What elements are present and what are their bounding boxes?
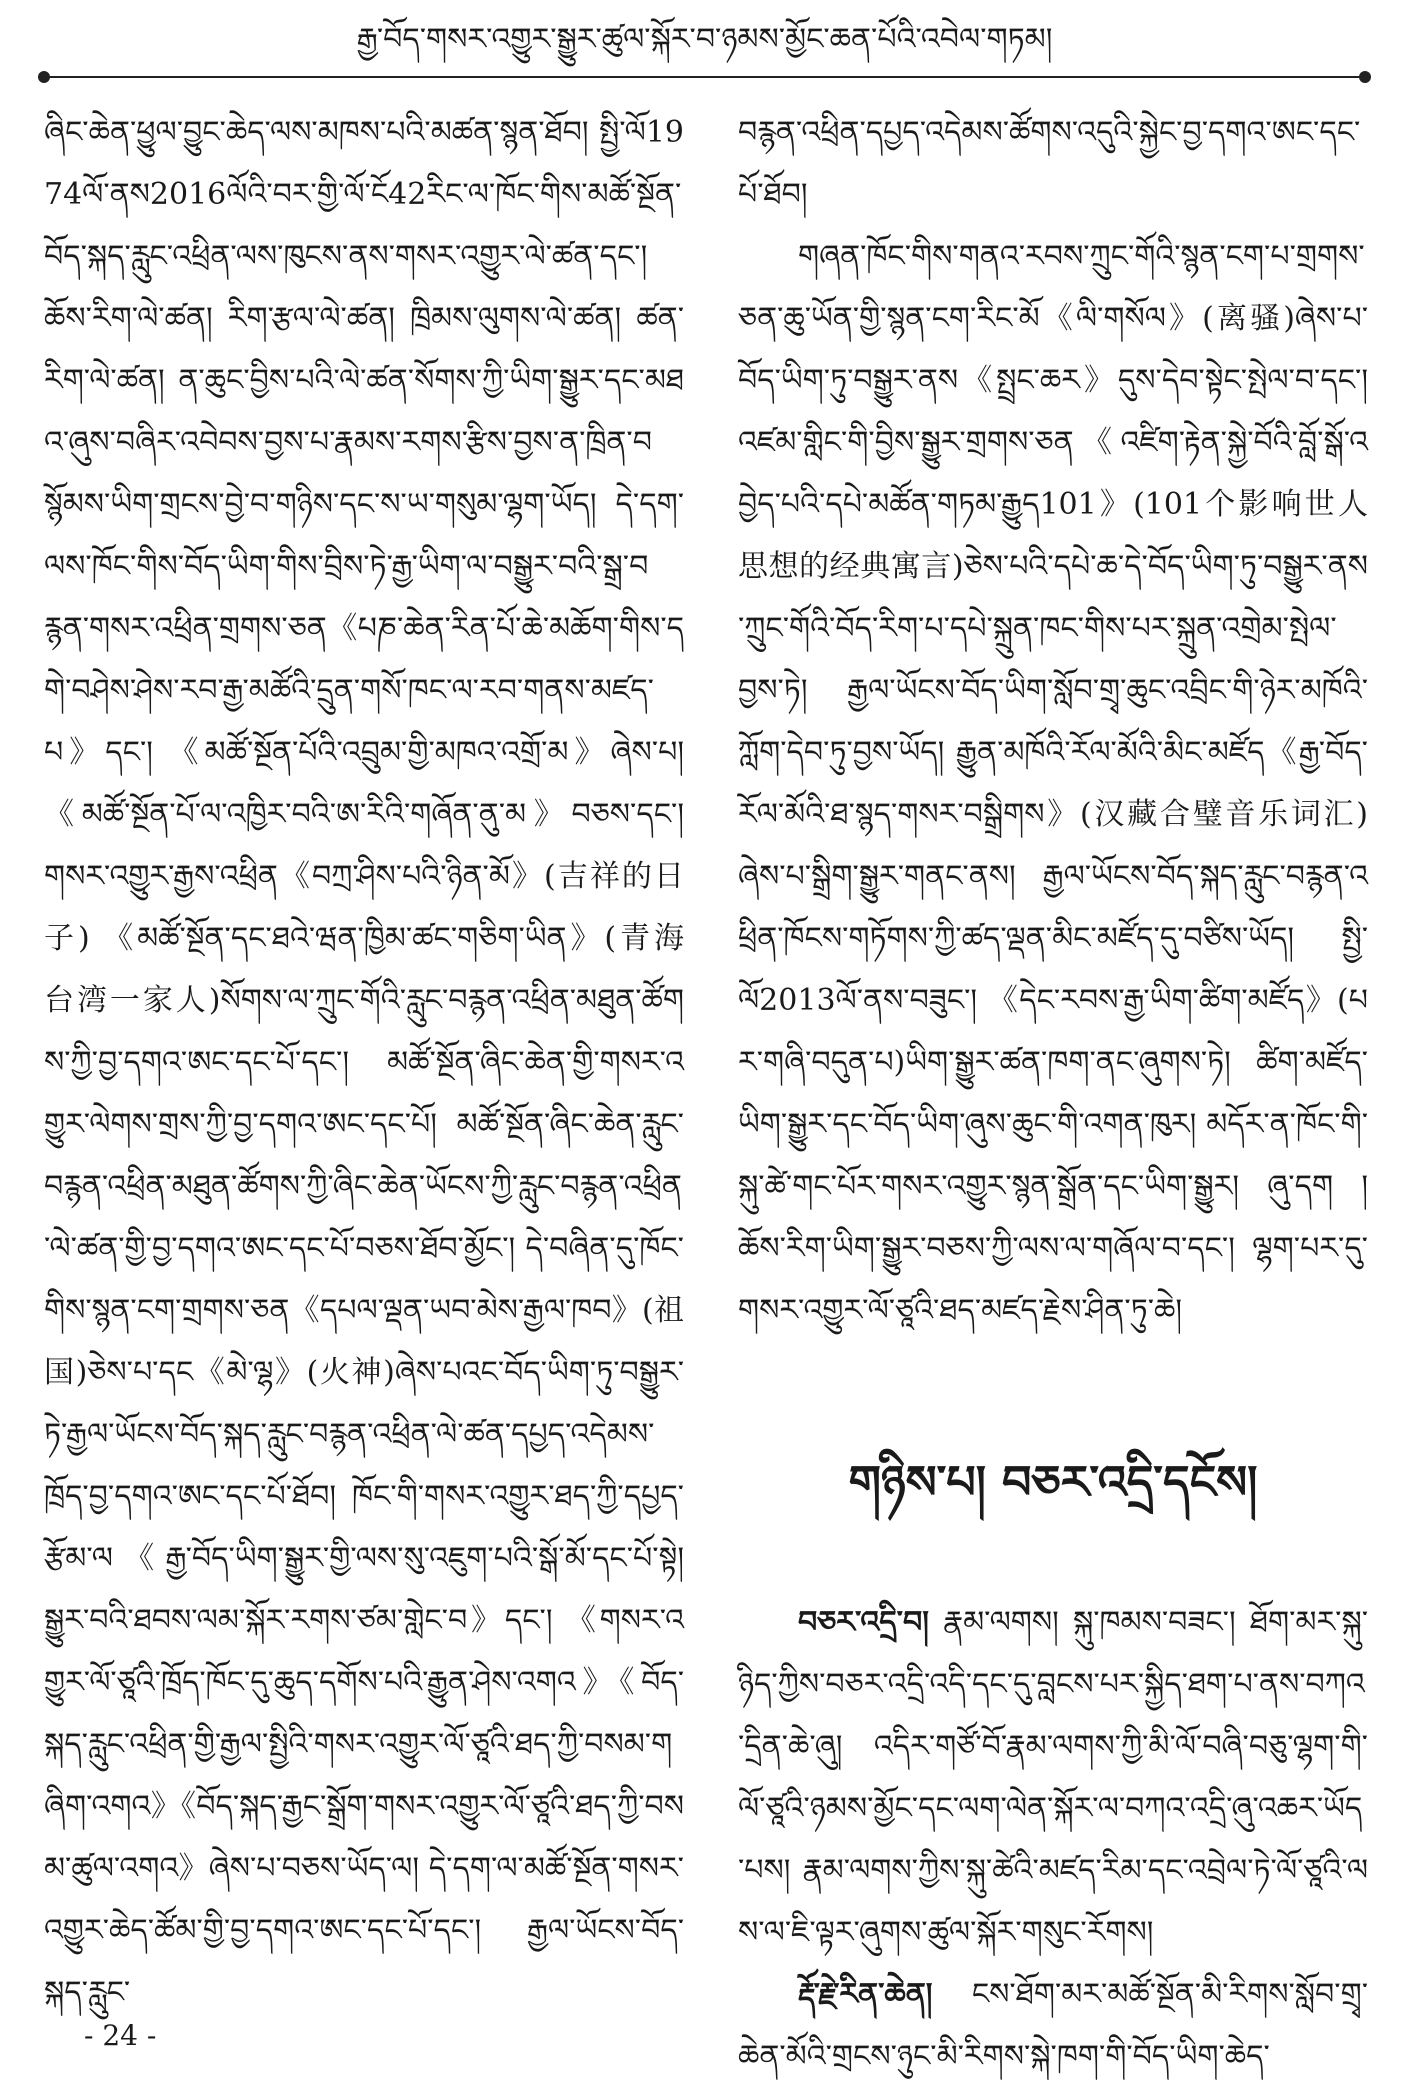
page-number: - 24 -: [84, 2019, 157, 2052]
section-heading: གཉིས་པ། བཅར་འདྲི་དངོས།: [848, 1455, 1258, 1509]
header-rule: [44, 76, 1365, 78]
right-paragraph-4: [738, 1964, 1368, 2088]
header-rule-left-dot: [38, 71, 50, 83]
header-title: རྒྱ་བོད་གསར་འགྱུར་སྒྱུར་ཚུལ་སྐོར་བ་ཉམས་མྱོང་ཆན་པོའི་འབེལ་གཏམ།: [356, 22, 1053, 57]
running-header: [0, 0, 1409, 82]
left-column: [44, 102, 684, 2022]
right-paragraph-1: བརྙན་འཕྲིན་དཔྱད་འདེམས་ཚོགས་འདུའི་སྐྱེང་བྱ་དགའ་ཨང་དང་པོ་ཐོབ།: [738, 115, 1361, 212]
interviewee-label: རྡོ་རྗེ་རིན་ཆེན།: [798, 1977, 933, 2012]
interviewer-label: བཅར་འདྲི་བ།: [798, 1605, 929, 1640]
interviewer-question: རྣམ་ལགས། སྐུ་ཁམས་བཟང་། ཐོག་མར་སྐུ་ཉིད་ཀྱིས་བཅར་འདྲི་འདི་དང་དུ་བླངས་པར་སྐྱིད་ཐག་པ་ནས་བཀའ་དྲིན་ཆེ་ཞུ། འདིར་གཙོ་བོ་རྣམ་ལགས་ཀྱི་མི་ལོ་བཞི་བཅུ་ལྷག་གི་ལོ་ཙཱའི་ཉམས་མྱོང་དང་ལག་ལེན་སྐོར་ལ་བཀའ་འདྲི་ཞུ་འཆར་ཡོད་པས། རྣམ་ལགས་ཀྱིས་སྐུ་ཚེའི་མཛད་རིམ་དང་འབྲེལ་ཏེ་ལོ་ཙཱའི་ལས་ལ་ཇི་ལྟར་ཞུགས་ཚུལ་སྐོར་གསུང་རོགས།: [738, 1605, 1368, 1950]
right-paragraph-2: གཞན་ཁོང་གིས་གནའ་རབས་ཀྲུང་གོའི་སྙན་ངག་པ་གྲགས་ཅན་ཆུ་ཡོན་གྱི་སྙན་ངག་རིང་མོ《ལི་གསོལ》(离骚)ཞེས་པ་བོད་ཡིག་ཏུ་བསྒྱུར་ནས《སྤྲང་ཆར》དུས་དེབ་སྟེང་སྤེལ་བ་དང་། འཛམ་གླིང་གི་བྱིས་སྒྱུར་གྲགས་ཅན《འཛིག་རྟེན་སྐྱེ་བོའི་བློ་སྒོ་འབྱེད་པའི་དཔེ་མཚོན་གཏམ་རྒྱུད101》(101个影响世人思想的经典寓言)ཅེས་པའི་དཔེ་ཆ་དེ་བོད་ཡིག་ཏུ་བསྒྱུར་ནས་ཀྲུང་གོའི་བོད་རིག་པ་དཔེ་སྐྲུན་ཁང་གིས་པར་སྐྲུན་འགྲེམ་སྤེལ་བྱས་ཏེ། རྒྱལ་ཡོངས་བོད་ཡིག་སློབ་གྲྭ་ཆུང་འབྲིང་གི་ཉེར་མཁོའི་ཀློག་དེབ་ཏུ་བྱས་ཡོད། རྒྱུན་མཁོའི་རོལ་མོའི་མིང་མཛོད《རྒྱ་བོད་རོལ་མོའི་ཐ་སྙད་གསར་བསྒྲིགས》(汉藏合璧音乐词汇)ཞེས་པ་སྒྲིག་སྒྱུར་གནང་ནས། རྒྱལ་ཡོངས་བོད་སྐད་རླུང་བརྙན་འཕྲིན་ཁོངས་གཏོགས་ཀྱི་ཚད་ལྡན་མིང་མཛོད་དུ་བཙིས་ཡོད། སྤྱི་ལོ2013ལོ་ནས་བཟུང་། 《དེང་རབས་རྒྱ་ཡིག་ཚིག་མཛོད》(པར་གཞི་བདུན་པ)ཡིག་སྒྱུར་ཚན་ཁག་ནང་ཞུགས་ཏེ། ཚིག་མཛོད་ཡིག་སྒྱུར་དང་བོད་ཡིག་ཞུས་ཆུང་གི་འགན་ཁུར། མདོར་ན་ཁོང་གི་སྐུ་ཚེ་གང་པོར་གསར་འགྱུར་སྙན་སྒྲོན་དང་ཡིག་སྒྱུར། ཞུ་དག །ཆོས་རིག་ཡིག་སྒྱུར་བཅས་ཀྱི་ལས་ལ་གཞོལ་བ་དང་། ལྷག་པར་དུ་གསར་འགྱུར་ལོ་ཙཱའི་ཐད་མཛད་རྗེས་ཤིན་ཏུ་ཆེ།: [738, 239, 1368, 1328]
right-paragraph-3: [738, 1592, 1368, 1964]
interviewee-answer: ངས་ཐོག་མར་མཚོ་སྔོན་མི་རིགས་སློབ་གྲྭ་ཆེན་མོའི་གྲངས་ཉུང་མི་རིགས་སྐེ་ཁག་གི་བོད་ཡིག་ཆེད་: [738, 1977, 1368, 2074]
header-rule-right-dot: [1359, 71, 1371, 83]
right-column: [738, 102, 1368, 2074]
left-paragraph-1: ཞིང་ཆེན་ཕྱུལ་བྱུང་ཆེད་ལས་མཁས་པའི་མཚན་སྙན་ཐོབ། སྤྱི་ལོ1974ལོ་ནས2016ལོའི་བར་གྱི་ལོ་ངོ42རིང་ལ་ཁོང་གིས་མཚོ་སྔོན་བོད་སྐད་རླུང་འཕྲིན་ལས་ཁུངས་ནས་གསར་འགྱུར་ལེ་ཚན་དང་། ཆོས་རིག་ལེ་ཚན། རིག་རྩལ་ལེ་ཚན། ཁྲིམས་ལུགས་ལེ་ཚན། ཚན་རིག་ལེ་ཚན། ན་ཆུང་བྱིས་པའི་ལེ་ཚན་སོགས་ཀྱི་ཡིག་སྒྱུར་དང་མཐའ་ཞུས་བཞིར་འབེབས་བྱས་པ་རྣམས་རགས་རྩིས་བྱས་ན་ཁྲིན་བསྙོམས་ཡིག་གྲངས་བྱེ་བ་གཉིས་དང་ས་ཡ་གསུམ་ལྷག་ཡོད། དེ་དག་ལས་ཁོང་གིས་བོད་ཡིག་གིས་བྲིས་ཏེ་རྒྱ་ཡིག་ལ་བསྒྱུར་བའི་སྒྲ་བརྙན་གསར་འཕྲིན་གྲགས་ཅན《པཎ་ཆེན་རིན་པོ་ཆེ་མཆོག་གིས་དགེ་བཤེས་ཤེས་རབ་རྒྱ་མཚོའི་དྲུན་གསོ་ཁང་ལ་རབ་གནས་མཛད་པ》དང་། 《མཚོ་སྔོན་པོའི་འབྲུམ་གྱི་མཁའ་འགྲོ་མ》ཞེས་པ། 《མཚོ་སྔོན་པོ་ལ་འཁྱིར་བའི་ཨ་རིའི་གཞོན་ནུ་མ》བཅས་དང་། གསར་འགྱུར་རྒྱས་འཕྲིན《བཀྲ་ཤིས་པའི་ཉིན་མོ》(吉祥的日子) 《མཚོ་སྔོན་དང་ཐའེ་ཝན་ཁྱིམ་ཚང་གཅིག་ཡིན》(青海台湾一家人)སོགས་ལ་ཀྲུང་གོའི་རླུང་བརྙན་འཕྲིན་མཐུན་ཚོགས་ཀྱི་བྱ་དགའ་ཨང་དང་པོ་དང་། མཚོ་སྔོན་ཞིང་ཆེན་གྱི་གསར་འགྱུར་ལེགས་གྲས་ཀྱི་བྱ་དགའ་ཨང་དང་པོ། མཚོ་སྔོན་ཞིང་ཆེན་རླུང་བརྙན་འཕྲིན་མཐུན་ཚོགས་ཀྱི་ཞིང་ཆེན་ཡོངས་ཀྱི་རླུང་བརྙན་འཕྲིན་ལེ་ཚན་གྱི་བྱ་དགའ་ཨང་དང་པོ་བཅས་ཐོབ་མྱོང་། དེ་བཞིན་དུ་ཁོང་གིས་སྙན་ངག་གྲགས་ཅན《དཔལ་ལྡན་ཡབ་མེས་རྒྱལ་ཁབ》(祖国)ཅེས་པ་དང《མེ་ལྷ》(火神)ཞེས་པའང་བོད་ཡིག་ཏུ་བསྒྱུར་ཏེ་རྒྱལ་ཡོངས་བོད་སྐད་རླུང་བརྙན་འཕྲིན་ལེ་ཚན་དཔྱད་འདེམས་ཁྲོད་བྱ་དགའ་ཨང་དང་པོ་ཐོབ། ཁོང་གི་གསར་འགྱུར་ཐད་ཀྱི་དཔྱད་རྩོམ་ལ《རྒྱ་བོད་ཡིག་སྒྱུར་གྱི་ལས་སུ་འཇུག་པའི་སྒོ་མོ་དང་པོ་སྟེ། སྒྱུར་བའི་ཐབས་ལམ་སྐོར་རགས་ཙམ་གླེང་བ》དང་། 《གསར་འགྱུར་ལོ་ཙཱའི་ཁྲོད་ཁོང་དུ་ཆུད་དགོས་པའི་རྒྱུན་ཤེས་འགའ》《བོད་སྐད་རླུང་འཕྲིན་གྱི་རྒྱལ་སྤྱིའི་གསར་འགྱུར་ལོ་ཙཱའི་ཐད་ཀྱི་བསམ་གཞིག་འགའ》《བོད་སྐད་རྒྱང་སྒྲོག་གསར་འགྱུར་ལོ་ཙཱའི་ཐད་ཀྱི་བསམ་ཚུལ་འགའ》ཞེས་པ་བཅས་ཡོད་ལ། དེ་དག་ལ་མཚོ་སྔོན་གསར་འགྱུར་ཆེད་ཚོམ་གྱི་བྱ་དགའ་ཨང་དང་པོ་དང་། རྒྱལ་ཡོངས་བོད་སྐད་རླུང་: [44, 115, 684, 2010]
